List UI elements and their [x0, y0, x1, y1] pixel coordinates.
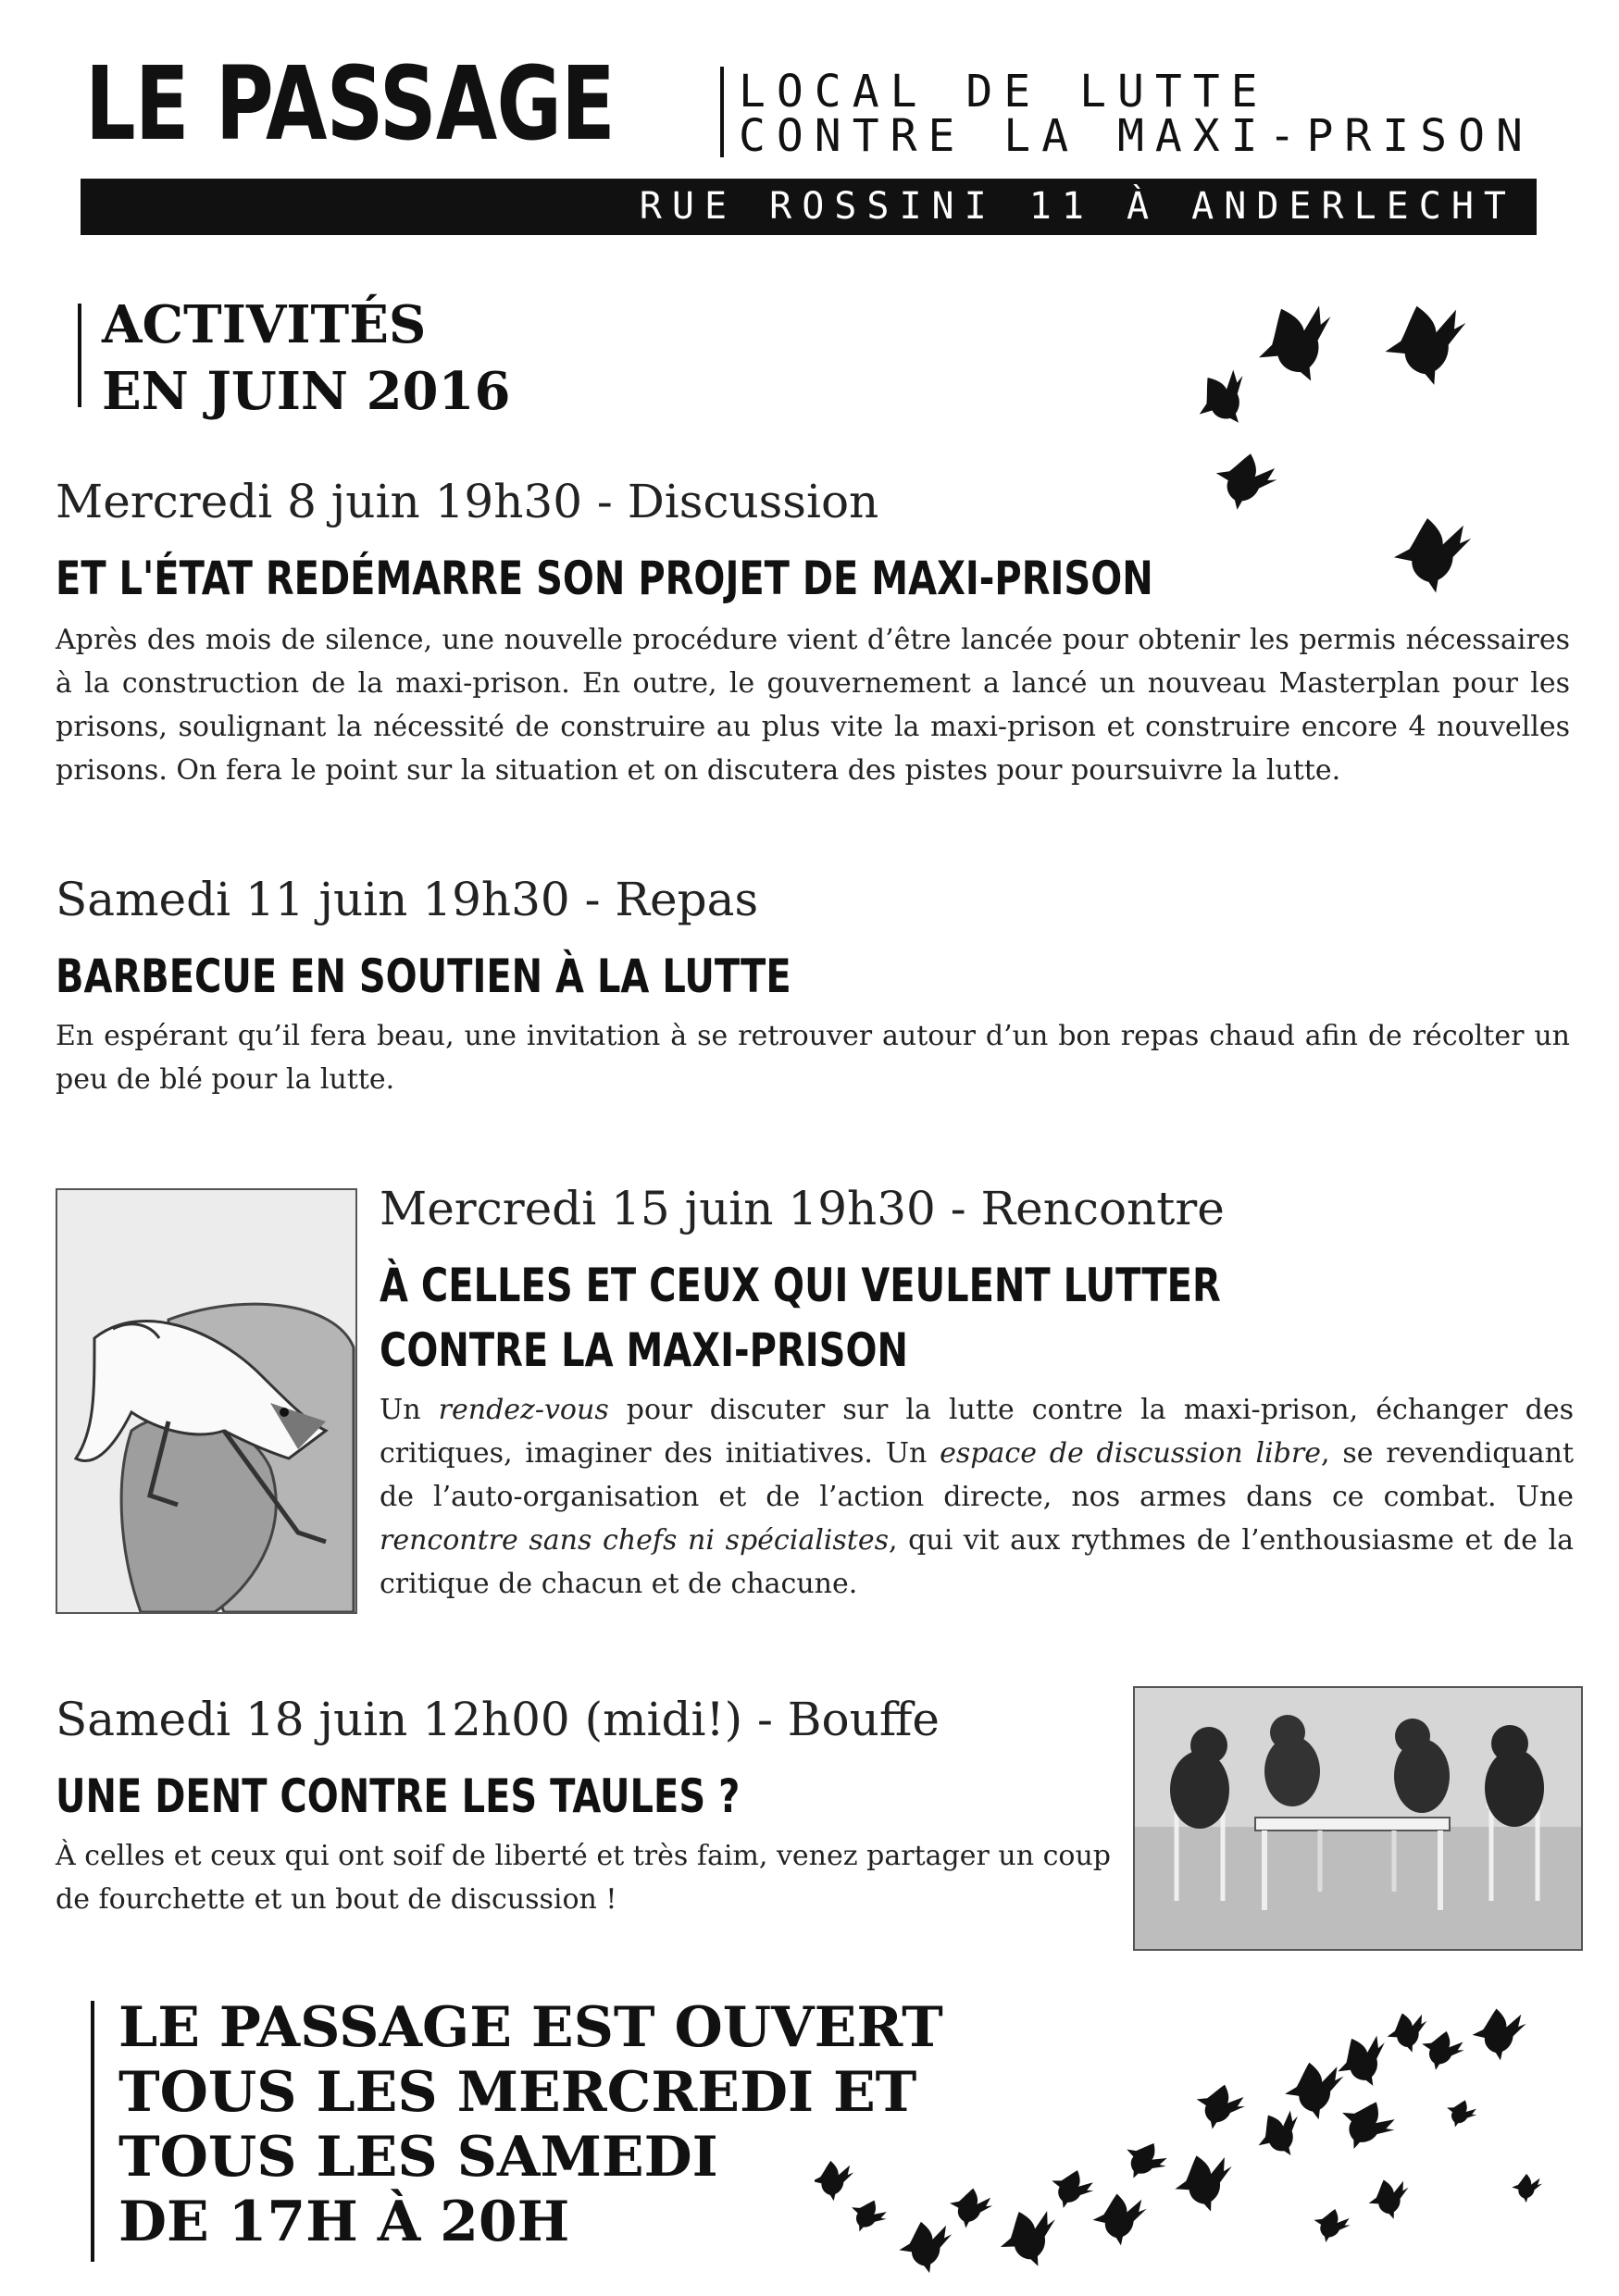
event1-date: Mercredi 8 juin 19h30 - Discussion	[56, 475, 879, 528]
crow-flock-top-icon	[1176, 278, 1490, 611]
event3-title-line2: CONTRE LA MAXI-PRISON	[380, 1323, 908, 1377]
address-text: RUE ROSSINI 11 À ANDERLECHT	[639, 185, 1516, 228]
brand-title: LE PASSAGE	[85, 44, 615, 163]
event4-description: À celles et ceux qui ont soif de liberté et très faim, venez partager un coup de fourchette et un bout de discussion !	[56, 1840, 1111, 1916]
event3-title-line1: À CELLES ET CEUX QUI VEULENT LUTTER	[380, 1259, 1221, 1312]
event2-title: BARBECUE EN SOUTIEN À LA LUTTE	[56, 949, 791, 1003]
footer-accent-bar	[91, 2001, 94, 2262]
header-subtitle-line1: LOCAL DE LUTTE	[739, 66, 1269, 118]
event1-title: ET L'ÉTAT REDÉMARRE SON PROJET DE MAXI-PRISON	[56, 552, 1153, 605]
activities-heading-line2: EN JUIN 2016	[102, 361, 511, 422]
event3-description	[380, 1388, 1574, 1606]
footer-line4: DE 17H À 20H	[118, 2190, 570, 2254]
event3-desc-italic2: espace de discussion libre	[940, 1437, 1321, 1470]
event2-description: En espérant qu’il fera beau, une invitation à se retrouver autour d’un bon repas chaud afin de récolter un peu de blé pour la lutte.	[56, 1020, 1570, 1096]
event4-title: UNE DENT CONTRE LES TAULES ?	[56, 1769, 741, 1823]
event2-date: Samedi 11 juin 19h30 - Repas	[56, 873, 759, 926]
event3-desc-italic1: rendez-vous	[438, 1394, 609, 1426]
event3-desc-part4: , qui vit aux rythmes de l’enthousiasme et de la critique de chacun et de chacune.	[380, 1524, 1574, 1600]
crow-flock-bottom-icon	[815, 1990, 1574, 2286]
footer-line1: LE PASSAGE EST OUVERT	[118, 1995, 943, 2060]
footer-line3: TOUS LES SAMEDI	[118, 2125, 718, 2190]
event3-desc-part3: , se revendiquant de l’auto-organisation et de l’action directe, nos armes dans ce combat. Une	[380, 1437, 1575, 1513]
header-divider	[720, 67, 724, 157]
event3-desc-part1: Un	[380, 1394, 439, 1426]
activities-accent-bar	[78, 304, 81, 407]
event3-desc-part2: pour discuter sur la lutte contre la maxi-prison, échanger des critiques, imaginer des initiatives. Un	[380, 1394, 1574, 1470]
event4-date: Samedi 18 juin 12h00 (midi!) - Bouffe	[56, 1693, 940, 1746]
wolf-hand-illustration	[56, 1188, 357, 1614]
chimpanzees-table-photo	[1133, 1686, 1583, 1951]
footer-line2: TOUS LES MERCREDI ET	[118, 2060, 917, 2125]
event1-description: Après des mois de silence, une nouvelle procédure vient d’être lancée pour obtenir les permis nécessaires à la construction de la maxi-prison. En outre, le gouvernement a lancé un nouveau Masterplan pour les prisons, soulignant la nécessité de construire au plus vite la maxi-prison et construire encore 4 nouvelles prisons. On fera le point sur la situation et on discutera des pistes pour poursuivre la lutte.	[56, 624, 1570, 787]
event3-date: Mercredi 15 juin 19h30 - Rencontre	[380, 1182, 1225, 1235]
address-bar	[81, 179, 1537, 235]
event3-desc-italic3: rencontre sans chefs ni spécialistes	[380, 1524, 889, 1557]
header-subtitle-line2: CONTRE LA MAXI-PRISON	[739, 110, 1534, 162]
activities-heading-line1: ACTIVITÉS	[102, 294, 427, 355]
